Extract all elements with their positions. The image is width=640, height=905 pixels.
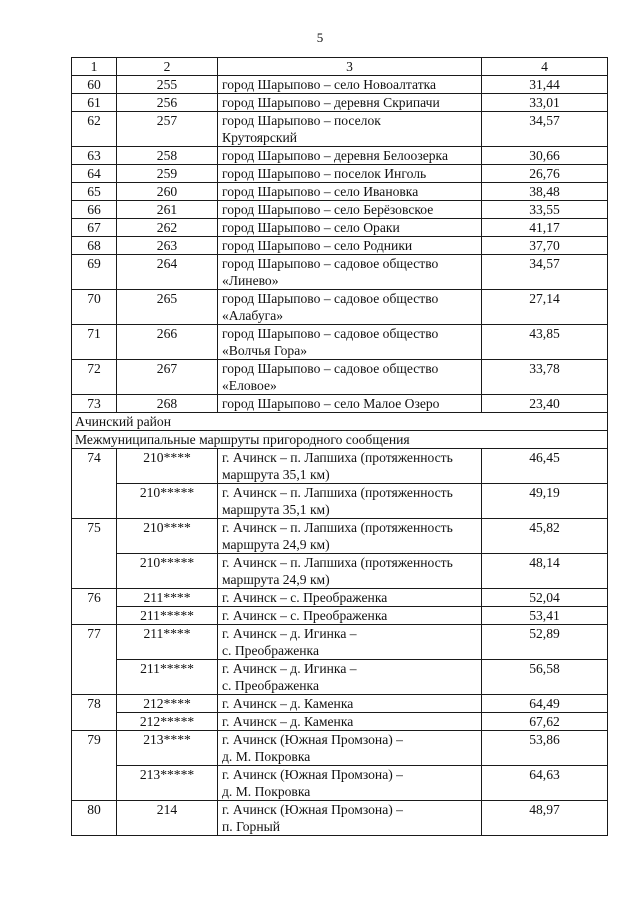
route-name-cell <box>218 76 482 94</box>
section-row <box>72 413 608 431</box>
table-row <box>72 660 608 695</box>
row-number-cell: 68 <box>72 237 117 255</box>
route-name-line: маршрута 35,1 км) <box>222 502 330 517</box>
table-header-row <box>72 58 608 76</box>
route-name-line: «Алабуга» <box>222 308 284 323</box>
table-row <box>72 201 608 219</box>
section-row <box>72 431 608 449</box>
distance-cell: 52,04 <box>482 589 608 607</box>
route-number-cell: 255 <box>117 76 218 94</box>
route-name-line: город Шарыпово – село Ивановка <box>222 184 419 199</box>
route-number-cell: 210***** <box>117 484 218 519</box>
route-number-cell: 210**** <box>117 449 218 484</box>
distance-cell: 33,55 <box>482 201 608 219</box>
row-number-cell: 61 <box>72 94 117 112</box>
header-col-4: 4 <box>482 58 608 76</box>
row-number-cell: 70 <box>72 290 117 325</box>
table-row <box>72 112 608 147</box>
route-number-cell: 257 <box>117 112 218 147</box>
row-number-cell: 75 <box>72 519 117 589</box>
table-row <box>72 625 608 660</box>
route-name-cell <box>218 519 482 554</box>
table-row <box>72 449 608 484</box>
distance-cell: 48,97 <box>482 801 608 836</box>
route-name-line: г. Ачинск – п. Лапшиха (протяженность <box>222 520 453 535</box>
route-name-line: г. Ачинск – д. Каменка <box>222 714 354 729</box>
table-row <box>72 94 608 112</box>
route-name-cell <box>218 660 482 695</box>
row-number-cell: 67 <box>72 219 117 237</box>
row-number-cell: 72 <box>72 360 117 395</box>
route-name-line: «Еловое» <box>222 378 277 393</box>
route-name-cell <box>218 449 482 484</box>
distance-cell: 27,14 <box>482 290 608 325</box>
route-name-cell <box>218 219 482 237</box>
table-row <box>72 183 608 201</box>
row-number-cell: 80 <box>72 801 117 836</box>
row-number-cell: 76 <box>72 589 117 625</box>
table-row <box>72 484 608 519</box>
route-name-cell <box>218 731 482 766</box>
route-number-cell: 259 <box>117 165 218 183</box>
route-name-line: Крутоярский <box>222 130 298 145</box>
route-name-line: город Шарыпово – село Родники <box>222 238 413 253</box>
row-number-cell: 66 <box>72 201 117 219</box>
distance-cell: 23,40 <box>482 395 608 413</box>
route-number-cell: 211**** <box>117 589 218 607</box>
route-name-line: г. Ачинск – п. Лапшиха (протяженность <box>222 485 453 500</box>
route-name-cell <box>218 290 482 325</box>
route-number-cell: 261 <box>117 201 218 219</box>
route-name-line: город Шарыпово – село Новоалтатка <box>222 77 437 92</box>
table-row <box>72 325 608 360</box>
table-row <box>72 395 608 413</box>
route-name-cell <box>218 801 482 836</box>
route-name-cell <box>218 395 482 413</box>
route-name-line: г. Ачинск (Южная Промзона) – <box>222 767 403 782</box>
route-name-cell <box>218 325 482 360</box>
route-name-cell <box>218 183 482 201</box>
row-number-cell: 60 <box>72 76 117 94</box>
route-name-cell <box>218 607 482 625</box>
row-number-cell: 63 <box>72 147 117 165</box>
route-name-cell <box>218 554 482 589</box>
row-number-cell: 74 <box>72 449 117 519</box>
table-row <box>72 801 608 836</box>
route-name-line: маршрута 35,1 км) <box>222 467 330 482</box>
route-number-cell: 213***** <box>117 766 218 801</box>
route-name-line: маршрута 24,9 км) <box>222 537 330 552</box>
route-name-line: г. Ачинск – д. Игинка – <box>222 626 357 641</box>
route-name-line: д. М. Покровка <box>222 749 311 764</box>
route-name-cell <box>218 201 482 219</box>
distance-cell: 30,66 <box>482 147 608 165</box>
route-number-cell: 263 <box>117 237 218 255</box>
row-number-cell: 71 <box>72 325 117 360</box>
row-number-cell: 62 <box>72 112 117 147</box>
route-name-line: г. Ачинск – п. Лапшиха (протяженность <box>222 555 453 570</box>
route-number-cell: 211***** <box>117 607 218 625</box>
route-name-line: г. Ачинск (Южная Промзона) – <box>222 732 403 747</box>
route-name-line: город Шарыпово – садовое общество <box>222 291 439 306</box>
distance-cell: 33,78 <box>482 360 608 395</box>
row-number-cell: 73 <box>72 395 117 413</box>
table-row <box>72 76 608 94</box>
table-row <box>72 360 608 395</box>
distance-cell: 53,86 <box>482 731 608 766</box>
distance-cell: 48,14 <box>482 554 608 589</box>
table-row <box>72 219 608 237</box>
route-name-line: г. Ачинск – д. Каменка <box>222 696 354 711</box>
distance-cell: 38,48 <box>482 183 608 201</box>
route-number-cell: 264 <box>117 255 218 290</box>
route-name-line: город Шарыпово – садовое общество <box>222 361 439 376</box>
route-name-line: город Шарыпово – село Малое Озеро <box>222 396 440 411</box>
distance-cell: 31,44 <box>482 76 608 94</box>
distance-cell: 45,82 <box>482 519 608 554</box>
route-name-line: «Волчья Гора» <box>222 343 308 358</box>
route-name-cell <box>218 147 482 165</box>
header-col-3: 3 <box>218 58 482 76</box>
row-number-cell: 69 <box>72 255 117 290</box>
route-name-line: город Шарыпово – село Ораки <box>222 220 400 235</box>
distance-cell: 64,63 <box>482 766 608 801</box>
route-name-cell <box>218 237 482 255</box>
table-row <box>72 554 608 589</box>
row-number-cell: 77 <box>72 625 117 695</box>
table-row <box>72 766 608 801</box>
route-name-cell <box>218 695 482 713</box>
distance-cell: 52,89 <box>482 625 608 660</box>
distance-cell: 46,45 <box>482 449 608 484</box>
route-number-cell: 267 <box>117 360 218 395</box>
route-name-line: город Шарыпово – деревня Скрипачи <box>222 95 440 110</box>
route-name-line: «Линево» <box>222 273 279 288</box>
route-name-line: п. Горный <box>222 819 281 834</box>
distance-cell: 56,58 <box>482 660 608 695</box>
route-name-line: город Шарыпово – поселок <box>222 113 381 128</box>
route-number-cell: 212**** <box>117 695 218 713</box>
route-number-cell: 258 <box>117 147 218 165</box>
table-row <box>72 607 608 625</box>
table-row <box>72 731 608 766</box>
route-name-line: г. Ачинск – с. Преображенка <box>222 590 388 605</box>
distance-cell: 26,76 <box>482 165 608 183</box>
route-name-line: город Шарыпово – деревня Белоозерка <box>222 148 448 163</box>
route-name-line: г. Ачинск – п. Лапшиха (протяженность <box>222 450 453 465</box>
route-number-cell: 260 <box>117 183 218 201</box>
distance-cell: 49,19 <box>482 484 608 519</box>
route-number-cell: 256 <box>117 94 218 112</box>
distance-cell: 33,01 <box>482 94 608 112</box>
table-row <box>72 290 608 325</box>
route-number-cell: 213**** <box>117 731 218 766</box>
table-row <box>72 695 608 713</box>
distance-cell: 34,57 <box>482 255 608 290</box>
route-number-cell: 211***** <box>117 660 218 695</box>
table-row <box>72 237 608 255</box>
table-row <box>72 147 608 165</box>
route-name-cell <box>218 713 482 731</box>
distance-cell: 64,49 <box>482 695 608 713</box>
header-col-1: 1 <box>72 58 117 76</box>
distance-cell: 43,85 <box>482 325 608 360</box>
route-name-line: г. Ачинск – с. Преображенка <box>222 608 388 623</box>
route-number-cell: 210***** <box>117 554 218 589</box>
row-number-cell: 79 <box>72 731 117 801</box>
route-name-line: с. Преображенка <box>222 678 319 693</box>
route-number-cell: 268 <box>117 395 218 413</box>
route-number-cell: 265 <box>117 290 218 325</box>
route-number-cell: 266 <box>117 325 218 360</box>
table-row <box>72 255 608 290</box>
route-name-line: г. Ачинск – д. Игинка – <box>222 661 357 676</box>
route-name-cell <box>218 589 482 607</box>
row-number-cell: 65 <box>72 183 117 201</box>
route-name-cell <box>218 112 482 147</box>
route-name-line: город Шарыпово – село Берёзовское <box>222 202 434 217</box>
route-name-line: г. Ачинск (Южная Промзона) – <box>222 802 403 817</box>
route-name-line: д. М. Покровка <box>222 784 311 799</box>
route-name-line: с. Преображенка <box>222 643 319 658</box>
distance-cell: 34,57 <box>482 112 608 147</box>
route-name-cell <box>218 94 482 112</box>
distance-cell: 41,17 <box>482 219 608 237</box>
route-name-cell <box>218 360 482 395</box>
distance-cell: 67,62 <box>482 713 608 731</box>
distance-cell: 37,70 <box>482 237 608 255</box>
route-number-cell: 212***** <box>117 713 218 731</box>
route-name-cell <box>218 766 482 801</box>
section-district-heading: Ачинский район <box>72 413 608 431</box>
route-number-cell: 211**** <box>117 625 218 660</box>
table-row <box>72 519 608 554</box>
row-number-cell: 78 <box>72 695 117 731</box>
route-name-line: город Шарыпово – садовое общество <box>222 256 439 271</box>
section-routes-heading: Межмуниципальные маршруты пригородного сообщения <box>72 431 608 449</box>
route-name-line: маршрута 24,9 км) <box>222 572 330 587</box>
route-name-cell <box>218 255 482 290</box>
route-number-cell: 262 <box>117 219 218 237</box>
page-number: 5 <box>316 30 324 45</box>
row-number-cell: 64 <box>72 165 117 183</box>
route-name-cell <box>218 165 482 183</box>
header-col-2: 2 <box>117 58 218 76</box>
route-name-cell <box>218 484 482 519</box>
table-row <box>72 589 608 607</box>
route-number-cell: 210**** <box>117 519 218 554</box>
route-name-line: город Шарыпово – поселок Инголь <box>222 166 427 181</box>
route-name-line: город Шарыпово – садовое общество <box>222 326 439 341</box>
route-name-cell <box>218 625 482 660</box>
routes-table <box>71 57 608 836</box>
routes-table-body <box>72 58 608 836</box>
distance-cell: 53,41 <box>482 607 608 625</box>
route-number-cell: 214 <box>117 801 218 836</box>
table-row <box>72 713 608 731</box>
table-row <box>72 165 608 183</box>
